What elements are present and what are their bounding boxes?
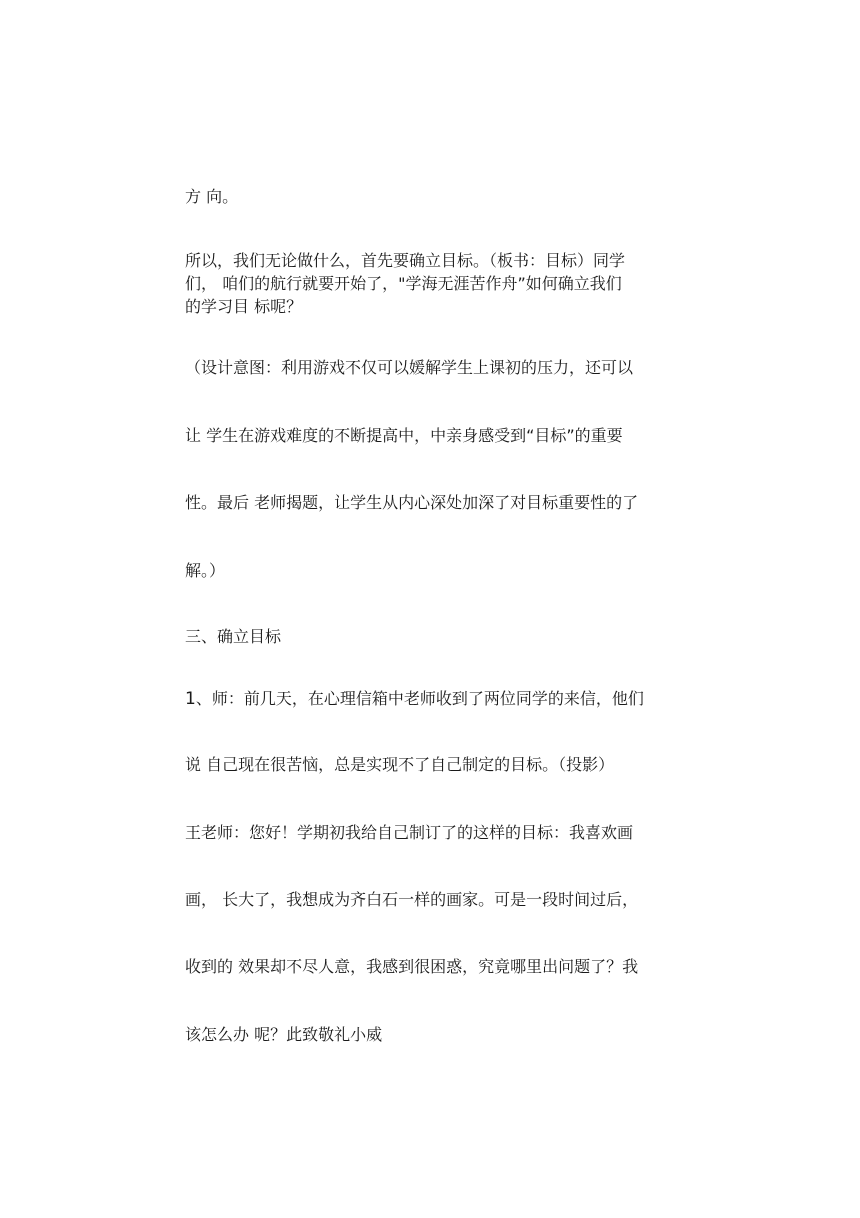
text-line: 画， 长大了，我想成为齐白石一样的画家。可是一段时间过后，	[185, 890, 639, 909]
text-line: 所以，我们无论做什么，首先要确立目标。（板书：目标）同学	[185, 251, 626, 270]
text-line: 收到的 效果却不尽人意，我感到很困惑，究竟哪里出问题了？我	[185, 957, 639, 976]
text-line: 方 向。	[185, 187, 239, 206]
item-text: 、师：前几天，在心理信箱中老师收到了两位同学的来信，他们	[195, 689, 644, 708]
text-line: 该怎么办 呢？此致敬礼小威	[185, 1025, 383, 1044]
item-number: 1	[185, 689, 196, 709]
numbered-item	[185, 687, 644, 711]
text-line: 们， 咱们的航行就要开始了，"学海无涯苦作舟”如何确立我们	[185, 274, 622, 293]
text-line: 说 自己现在很苦恼，总是实现不了自己制定的目标。（投影）	[185, 755, 615, 774]
text-line: 解。）	[185, 561, 226, 580]
section-heading: 三、确立目标	[185, 627, 282, 646]
text-line: 让 学生在游戏难度的不断提高中，中亲身感受到“目标”的重要	[185, 426, 623, 445]
text-line: 的学习目 标呢？	[185, 297, 303, 316]
text-line: （设计意图：利用游戏不仅可以媛解学生上课初的压力，还可以	[185, 358, 634, 377]
text-line: 王老师：您好！学期初我给自己制订了的这样的目标：我喜欢画	[185, 823, 634, 842]
text-line: 性。最后 老师揭题，让学生从内心深处加深了对目标重要性的了	[185, 493, 639, 512]
